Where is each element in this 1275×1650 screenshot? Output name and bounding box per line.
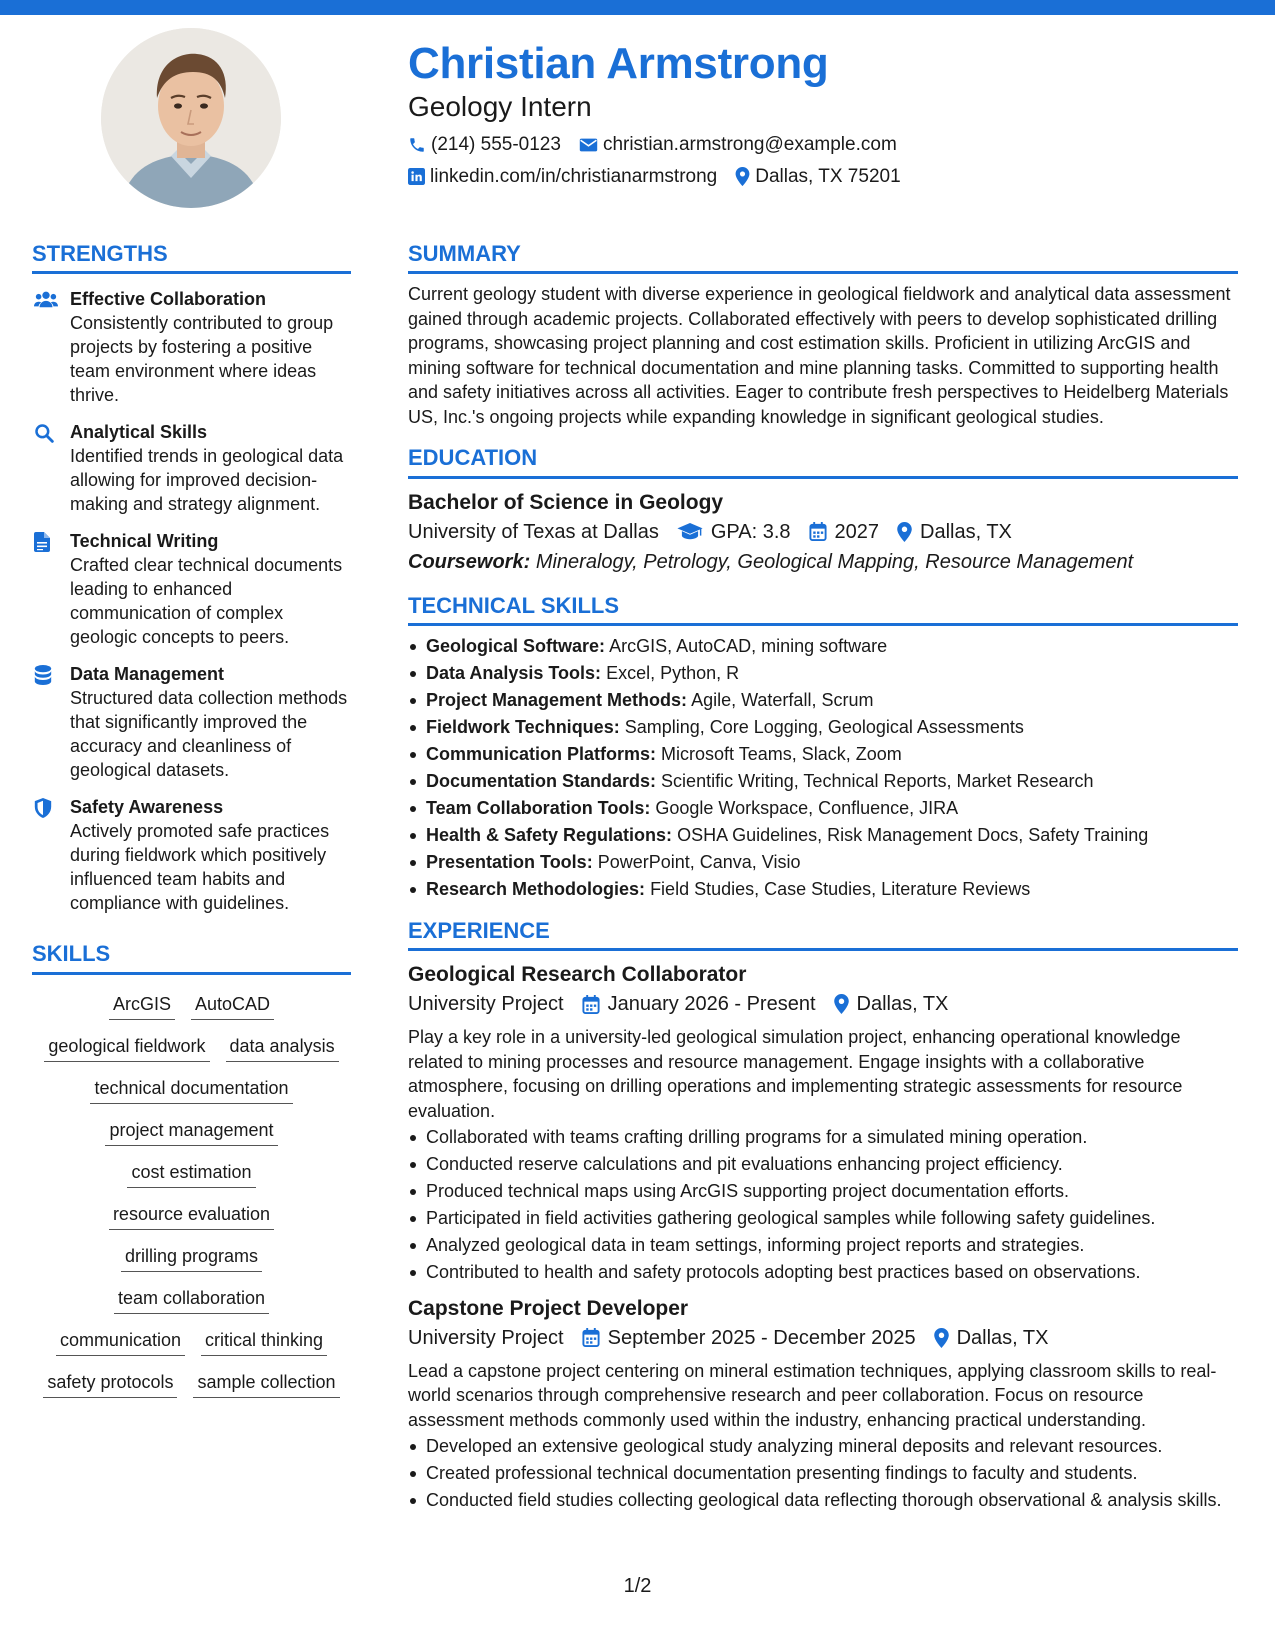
database-icon <box>34 665 52 685</box>
strength-title: Data Management <box>70 664 225 685</box>
search-icon <box>34 423 54 443</box>
skill-tags <box>32 985 351 1405</box>
location-contact <box>735 166 900 188</box>
location-pin-icon <box>934 1328 949 1348</box>
skill-tag: cost estimation <box>127 1160 255 1188</box>
school-name: University of Texas at Dallas <box>408 520 659 543</box>
list-item: Collaborated with teams crafting drilling programs for a simulated mining operation. <box>408 1125 1238 1150</box>
strength-title: Safety Awareness <box>70 797 224 818</box>
strength-title: Technical Writing <box>70 531 219 552</box>
phone-contact[interactable] <box>408 134 561 156</box>
strength-title: Effective Collaboration <box>70 289 267 310</box>
job-title: Capstone Project Developer <box>408 1296 689 1320</box>
coursework-line <box>408 547 1238 577</box>
technical-skills-heading: TECHNICAL SKILLS <box>408 593 1238 626</box>
strength-item <box>32 795 351 915</box>
strength-desc: Consistently contributed to group projects by fostering a positive team environment where ideas thrive. <box>70 313 334 406</box>
skill-tag: resource evaluation <box>109 1202 274 1230</box>
list-item: Data Analysis Tools: Excel, Python, R <box>408 661 1238 686</box>
experience-section <box>408 918 1238 1513</box>
phone-icon <box>408 136 426 154</box>
list-item: Analyzed geological data in team settings, informing project reports and strategies. <box>408 1233 1238 1258</box>
job-bullets <box>408 1125 1238 1285</box>
job-location: Dallas, TX <box>834 989 949 1019</box>
skill-tag: safety protocols <box>43 1370 177 1398</box>
left-column <box>32 241 351 1405</box>
users-icon <box>34 290 58 308</box>
strength-item <box>32 287 351 407</box>
strength-desc: Actively promoted safe practices during fieldwork which positively influenced team habits and compliance with guidelines. <box>70 821 330 914</box>
technical-skills-section <box>408 593 1238 902</box>
job-org: University Project <box>408 1326 564 1349</box>
list-item: Conducted reserve calculations and pit evaluations enhancing project efficiency. <box>408 1152 1238 1177</box>
list-item: Created professional technical documentation presenting findings to faculty and students. <box>408 1461 1238 1486</box>
location-text: Dallas, TX 75201 <box>755 165 901 187</box>
email-icon <box>579 137 598 153</box>
list-item: Fieldwork Techniques: Sampling, Core Logging, Geological Assessments <box>408 715 1238 740</box>
year-item: 2027 <box>809 517 880 547</box>
experience-heading: EXPERIENCE <box>408 918 1238 951</box>
email-text: christian.armstrong@example.com <box>602 133 897 155</box>
candidate-role: Geology Intern <box>408 91 592 123</box>
linkedin-contact[interactable] <box>408 166 717 188</box>
list-item: Documentation Standards: Scientific Writing, Technical Reports, Market Research <box>408 769 1238 794</box>
list-item: Presentation Tools: PowerPoint, Canva, Visio <box>408 850 1238 875</box>
gpa-item: GPA: 3.8 <box>677 517 791 547</box>
strengths-heading: STRENGTHS <box>32 241 351 274</box>
list-item: Produced technical maps using ArcGIS supporting project documentation efforts. <box>408 1179 1238 1204</box>
job-meta <box>408 1323 1238 1353</box>
skill-tag: drilling programs <box>121 1244 262 1272</box>
job-meta <box>408 989 1238 1019</box>
skill-tag: team collaboration <box>114 1286 269 1314</box>
graduation-cap-icon <box>677 523 703 541</box>
linkedin-text: linkedin.com/in/christianarmstrong <box>430 165 718 187</box>
education-heading: EDUCATION <box>408 445 1238 478</box>
list-item: Research Methodologies: Field Studies, Case Studies, Literature Reviews <box>408 877 1238 902</box>
job-entry <box>408 961 1238 1285</box>
skills-section <box>32 941 351 1404</box>
strength-desc: Structured data collection methods that significantly improved the accuracy and cleanliness of geological datasets. <box>70 688 348 781</box>
contact-row-2 <box>408 166 1228 188</box>
job-description: Play a key role in a university-led geological simulation project, enhancing operational knowledge related to mining processes and resource management. Engage insights with a collaborative atmosphere, focusing on drilling operations and implementing strategic assessments for resource evaluation. <box>408 1027 1183 1121</box>
profile-photo <box>101 28 281 208</box>
list-item: Geological Software: ArcGIS, AutoCAD, mining software <box>408 634 1238 659</box>
list-item: Participated in field activities gathering geological samples while following safety guidelines. <box>408 1206 1238 1231</box>
calendar-icon <box>582 995 600 1014</box>
location-pin-icon <box>897 522 912 542</box>
resume-header <box>408 40 1228 188</box>
job-entry <box>408 1295 1238 1513</box>
skill-tag: geological fieldwork <box>44 1034 209 1062</box>
calendar-icon <box>582 1328 600 1347</box>
candidate-name: Christian Armstrong <box>408 39 829 88</box>
skill-tag: sample collection <box>193 1370 339 1398</box>
job-location: Dallas, TX <box>934 1323 1049 1353</box>
shield-icon <box>34 798 52 818</box>
job-title: Geological Research Collaborator <box>408 963 747 987</box>
top-accent-bar <box>0 0 1275 15</box>
strength-item <box>32 420 351 516</box>
calendar-icon <box>809 522 827 541</box>
list-item: Health & Safety Regulations: OSHA Guidelines, Risk Management Docs, Safety Training <box>408 823 1238 848</box>
page-indicator: 1/2 <box>623 1575 652 1597</box>
list-item: Conducted field studies collecting geological data reflecting thorough observational & analysis skills. <box>408 1488 1238 1513</box>
linkedin-icon <box>408 168 425 185</box>
job-dates: September 2025 - December 2025 <box>582 1323 916 1353</box>
list-item: Team Collaboration Tools: Google Workspace, Confluence, JIRA <box>408 796 1238 821</box>
job-org: University Project <box>408 993 564 1016</box>
job-description: Lead a capstone project centering on mineral estimation techniques, applying classroom skills to real-world scenarios through comprehensive research and peer collaboration. Focus on resource assessment methods commonly used within the industry, enhancing practical understanding. <box>408 1360 1217 1430</box>
phone-text: (214) 555-0123 <box>431 133 561 155</box>
skill-tag: AutoCAD <box>191 992 274 1020</box>
strength-item <box>32 529 351 649</box>
list-item: Developed an extensive geological study analyzing mineral deposits and relevant resources. <box>408 1434 1238 1459</box>
document-icon <box>34 532 50 552</box>
education-meta <box>408 517 1238 547</box>
skills-heading: SKILLS <box>32 941 351 974</box>
strength-item <box>32 662 351 782</box>
technical-skills-list <box>408 634 1238 902</box>
skill-tag: critical thinking <box>201 1328 327 1356</box>
location-pin-icon <box>735 167 750 186</box>
skill-tag: communication <box>56 1328 185 1356</box>
skill-tag: ArcGIS <box>109 992 175 1020</box>
list-item: Project Management Methods: Agile, Waterfall, Scrum <box>408 688 1238 713</box>
education-section <box>408 445 1238 576</box>
skill-tag: data analysis <box>226 1034 339 1062</box>
job-dates: January 2026 - Present <box>582 989 816 1019</box>
job-bullets <box>408 1434 1238 1513</box>
summary-text: Current geology student with diverse experience in geological fieldwork and analytical data assessment gained through academic projects. Collaborated effectively with peers to develop sophisticated drilling programs, showcasing project planning and cost estimation skills. Proficient in utilizing ArcGIS and mining software for technical documentation and mine planning tasks. Committed to supporting health and safety initiatives across all activities. Eager to contribute fresh perspectives to Heidelberg Materials US, Inc.'s ongoing projects while expanding knowledge in significant geological studies. <box>408 284 1231 427</box>
strength-desc: Identified trends in geological data allowing for improved decision-making and strategy alignment. <box>70 446 344 515</box>
skill-tag: technical documentation <box>90 1076 292 1104</box>
list-item: Communication Platforms: Microsoft Teams, Slack, Zoom <box>408 742 1238 767</box>
list-item: Contributed to health and safety protocols adopting best practices based on observations. <box>408 1260 1238 1285</box>
coursework-label: Coursework: <box>408 550 531 573</box>
strength-desc: Crafted clear technical documents leading to enhanced communication of complex geologic concepts to peers. <box>70 555 343 648</box>
degree-title: Bachelor of Science in Geology <box>408 490 724 514</box>
strength-title: Analytical Skills <box>70 422 208 443</box>
email-contact[interactable] <box>579 134 897 156</box>
skill-tag: project management <box>105 1118 277 1146</box>
contact-row-1 <box>408 134 1228 156</box>
coursework-list: Mineralogy, Petrology, Geological Mapping, Resource Management <box>535 550 1134 573</box>
location-pin-icon <box>834 994 849 1014</box>
education-location: Dallas, TX <box>897 517 1012 547</box>
summary-heading: SUMMARY <box>408 241 1238 274</box>
right-column <box>408 241 1238 1513</box>
